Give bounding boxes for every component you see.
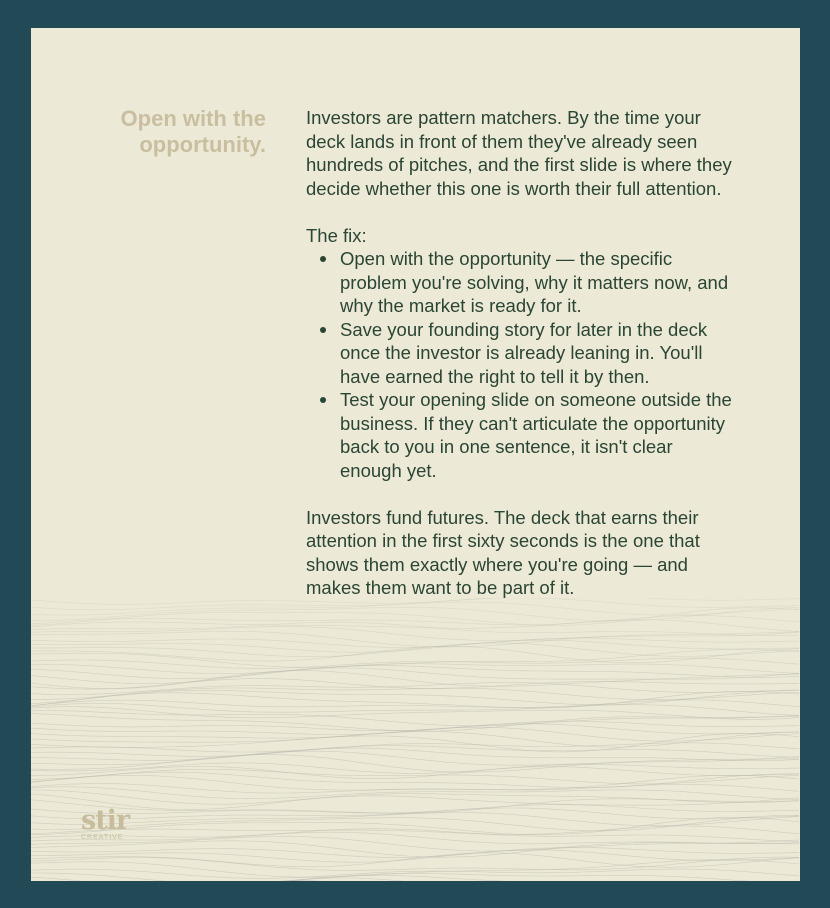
wave-pattern-decoration xyxy=(31,598,800,881)
wave-line xyxy=(31,873,799,881)
wave-line xyxy=(31,688,799,700)
wave-line xyxy=(31,755,799,773)
logo-subtitle: CREATIVE xyxy=(81,834,124,841)
body-column xyxy=(306,106,736,600)
wave-line xyxy=(31,707,799,720)
intro-paragraph: Investors are pattern matchers. By the time your deck lands in front of them they've already seen hundreds of pitches, and the first slide is where they decide whether this one is worth their full attention. xyxy=(306,107,732,199)
wave-line xyxy=(31,608,799,626)
fix-list xyxy=(306,247,736,482)
wave-line xyxy=(31,631,799,647)
wave-line xyxy=(31,727,799,741)
fix-label: The fix: xyxy=(306,224,367,246)
wave-line xyxy=(31,703,799,715)
wave-line xyxy=(31,721,799,731)
wave-line xyxy=(31,860,799,878)
wave-line xyxy=(31,724,799,735)
logo-wordmark: stir xyxy=(81,805,130,836)
heading-line-1: Open with the xyxy=(120,106,266,131)
stir-creative-logo xyxy=(81,805,130,842)
fix-item: Save your founding story for later in the deck once the investor is already leaning in. You'll have earned the right to tell it by then. xyxy=(340,318,736,389)
fix-item: Open with the opportunity — the specific problem you're solving, why it matters now, and why the market is ready for it. xyxy=(340,247,736,318)
wave-line xyxy=(31,876,799,882)
wave-line xyxy=(31,668,799,684)
wave-line xyxy=(31,620,799,632)
card xyxy=(31,28,800,881)
wave-line xyxy=(31,813,799,826)
wave-line xyxy=(31,829,799,842)
section-heading xyxy=(71,106,266,158)
wave-line xyxy=(31,794,799,810)
wave-line xyxy=(31,607,799,621)
closing-paragraph: Investors fund futures. The deck that earns their attention in the first sixty seconds is the one that shows them exactly where you're going — and makes them want to be part of it. xyxy=(306,506,700,598)
wave-line xyxy=(31,732,799,748)
fix-item: Test your opening slide on someone outside the business. If they can't articulate the opportunity back to you in one sentence, it isn't clear enough yet. xyxy=(340,388,736,482)
wave-line xyxy=(31,769,799,784)
wave-line xyxy=(31,751,799,765)
wave-line xyxy=(31,847,799,857)
heading-line-2: opportunity. xyxy=(139,132,266,157)
wave-line xyxy=(31,805,799,814)
wave-line xyxy=(31,815,799,831)
